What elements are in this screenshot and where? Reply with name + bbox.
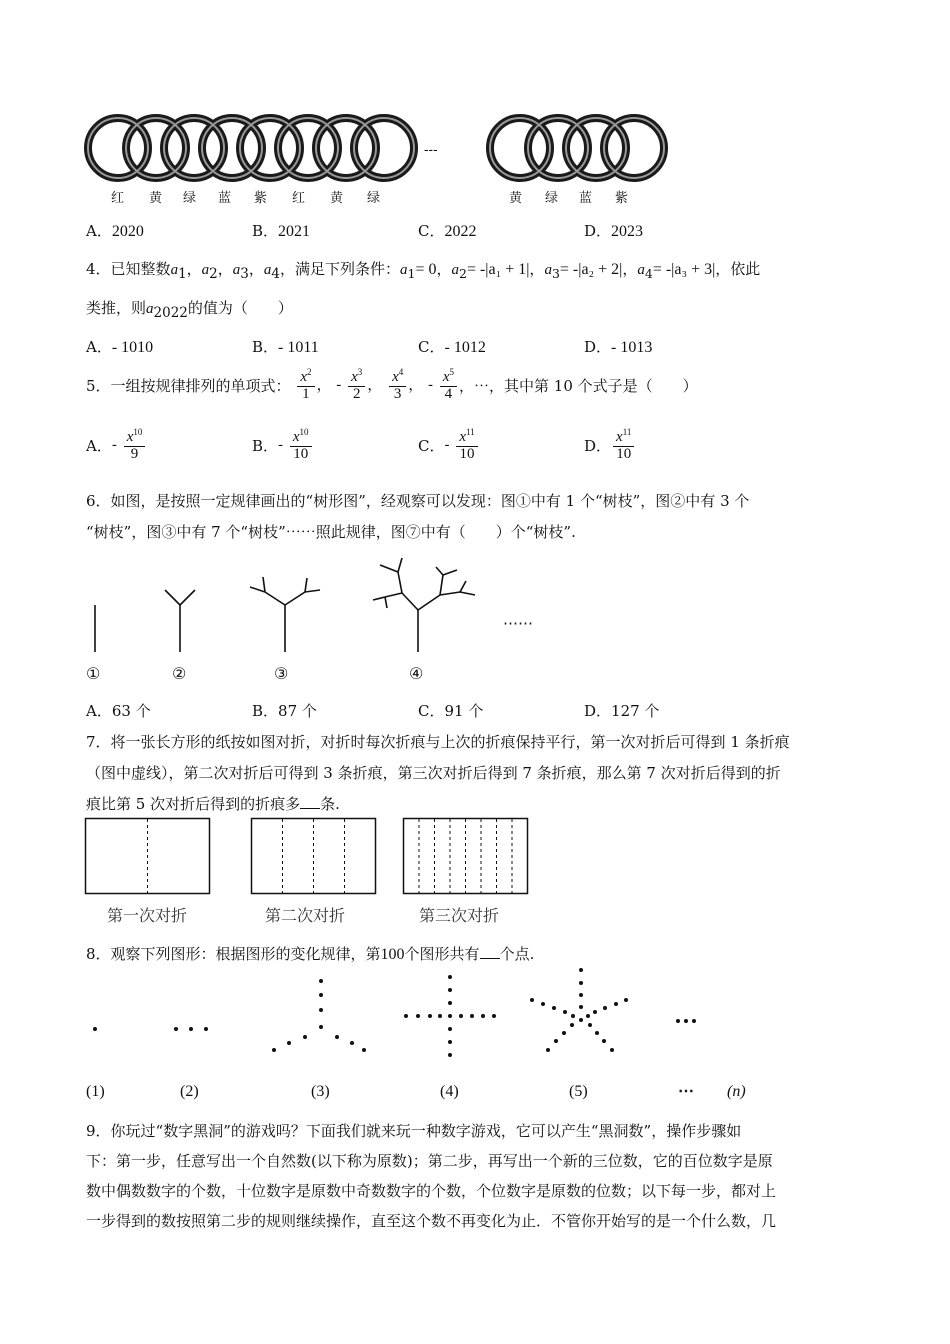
tree-ellipsis: ⋯⋯ (503, 614, 533, 632)
rings-ellipsis: --- (424, 142, 438, 158)
dot-label: (2) (180, 1083, 199, 1100)
fold-caption: 第一次对折 (107, 906, 188, 925)
fold-caption: 第三次对折 (419, 906, 500, 925)
folding-figures (84, 817, 534, 897)
option-d[interactable]: D． $\frac{x^{11}}{10}$ (584, 428, 636, 463)
ring-label: 绿 (183, 191, 197, 206)
q5-stem: 5．一组按规律排列的单项式： $\frac{x^2}{1}$ ， - $\frac{x^3}{2}$ ， $\frac{x^4}{3}$ ， - $\frac{x^5}{4}$ ，⋯，其中第 10 个式子是（ ） (86, 367, 698, 402)
tree-2 (165, 590, 195, 652)
ring-group-right (490, 118, 664, 178)
option-a[interactable]: A．63 个 (86, 702, 151, 720)
option-d[interactable]: D．2023 (584, 222, 644, 240)
option-b[interactable]: B．- 1011 (252, 338, 319, 356)
q4-line1: 4．已知整数$a_1$，$a_2$，$a_3$，$a_4$，满足下列条件：$a_1= 0$，$a_2= -|a_1 + 1|$，$a_3= -|a_2 + 2|$，$a_4= -|a_3 + 3|$，依此 (86, 260, 761, 282)
dot-figure-1 (93, 1027, 97, 1031)
dot-label: (3) (311, 1083, 330, 1100)
answer-blank[interactable] (300, 796, 320, 809)
q9-line2: 下：第一步，任意写出一个自然数(以下称为原数)；第二步，再写出一个新的三位数，它的百位数字是原 (86, 1152, 773, 1170)
fold-caption: 第二次对折 (265, 906, 346, 925)
dot-figure-5 (530, 968, 628, 1052)
option-a[interactable]: A．2020 (86, 222, 144, 240)
ring-label: 蓝 (579, 191, 593, 206)
dot-figure-4 (404, 975, 496, 1057)
option-a[interactable]: A．- 1010 (86, 338, 154, 356)
ring-label: 红 (292, 191, 306, 206)
q8-stem: 8．观察下列图形：根据图形的变化规律，第100个图形共有 个点. (86, 945, 535, 963)
tree-3 (250, 577, 320, 652)
option-b[interactable]: B．- $\frac{x^{10}}{10}$ (252, 428, 314, 463)
tree-4 (373, 558, 475, 652)
q9-line3: 数中偶数数字的个数，十位数字是原数中奇数数字的个数，个位数字是原数的位数；以下每一步，都对上 (86, 1182, 777, 1200)
option-b[interactable]: B．87 个 (252, 702, 317, 720)
dot-label: (n) (727, 1083, 746, 1100)
option-a[interactable]: A．- $\frac{x^{10}}{9}$ (86, 428, 147, 463)
answer-blank[interactable] (480, 946, 500, 959)
tree-label: ④ (409, 666, 424, 683)
olympic-rings-figure (80, 110, 680, 185)
ring-label: 紫 (254, 191, 268, 206)
dot-figure-3 (272, 979, 366, 1052)
option-c[interactable]: C．- 1012 (418, 338, 486, 356)
dot-label: (5) (569, 1083, 588, 1100)
ring-label: 红 (111, 191, 125, 206)
option-d[interactable]: D．- 1013 (584, 338, 653, 356)
option-b[interactable]: B．2021 (252, 222, 311, 240)
ring-label: 黄 (509, 191, 523, 206)
ring-label: 绿 (367, 191, 381, 206)
option-d[interactable]: D．127 个 (584, 702, 660, 720)
option-c[interactable]: C．91 个 (418, 702, 484, 720)
dot-label: ⋯ (678, 1083, 694, 1100)
ring-label: 紫 (615, 191, 629, 206)
ring-group-left (88, 118, 414, 178)
dot-figure-ellipsis (676, 1019, 696, 1023)
q9-line4: 一步得到的数按照第二步的规则继续操作，直至这个数不再变化为止．不管你开始写的是一个什么数，几 (86, 1212, 777, 1230)
dot-figures (80, 965, 720, 1065)
tree-label: ③ (274, 666, 289, 683)
q9-line1: 9．你玩过“数字黑洞”的游戏吗？下面我们就来玩一种数字游戏，它可以产生“黑洞数”，操作步骤如 (86, 1122, 742, 1140)
q7-line1: 7．将一张长方形的纸按如图对折，对折时每次折痕与上次的折痕保持平行，第一次对折后可得到 1 条折痕 (86, 733, 790, 751)
dot-label: (1) (86, 1083, 105, 1100)
tree-figures (80, 550, 560, 660)
ring-label: 黄 (330, 191, 344, 206)
dot-figure-2 (174, 1027, 208, 1031)
ring-label: 蓝 (218, 191, 232, 206)
q4-line2: 类推，则$a_{2022}$的值为（ ） (86, 299, 293, 321)
q7-line2: （图中虚线），第二次对折后可得到 3 条折痕，第三次对折后得到 7 条折痕，那么第 7 次对折后得到的折 (86, 764, 781, 782)
option-c[interactable]: C．2022 (418, 222, 477, 240)
option-c[interactable]: C．- $\frac{x^{11}}{10}$ (418, 428, 480, 463)
q6-line1: 6．如图，是按照一定规律画出的“树形图”，经观察可以发现：图①中有 1 个“树枝”，图②中有 3 个 (86, 492, 750, 510)
ring-label: 绿 (545, 191, 559, 206)
ring-label: 黄 (149, 191, 163, 206)
tree-label: ① (86, 666, 101, 683)
q6-line2: “树枝”，图③中有 7 个“树枝”⋯⋯照此规律，图⑦中有（ ）个“树枝”. (86, 523, 576, 541)
q7-line3: 痕比第 5 次对折后得到的折痕多 条. (86, 795, 340, 813)
tree-label: ② (172, 666, 187, 683)
dot-label: (4) (440, 1083, 459, 1100)
